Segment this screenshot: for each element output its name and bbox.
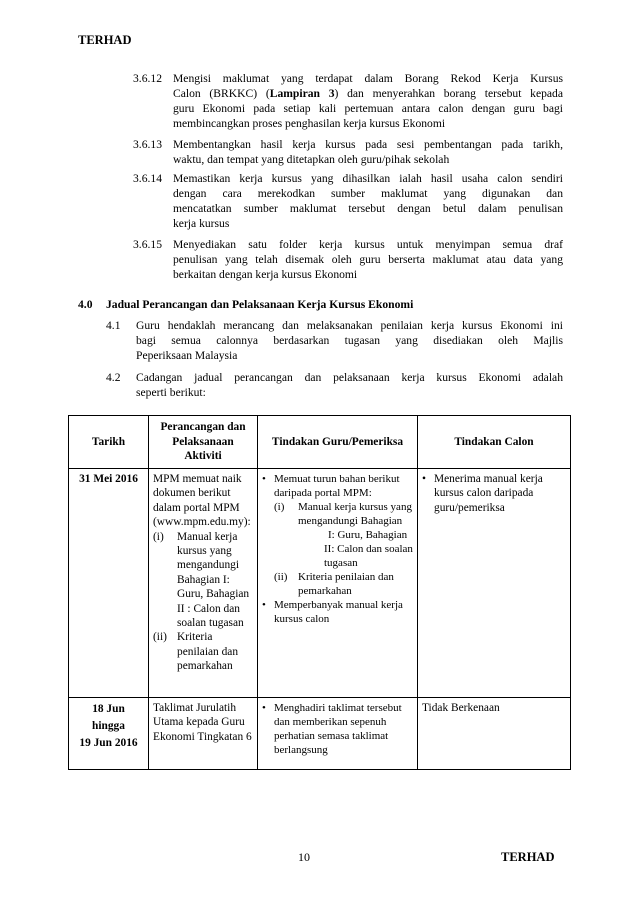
header-tarikh: Tarikh [69,416,149,469]
paragraph-number: 3.6.15 [133,238,162,251]
table-header-row [69,416,571,469]
text-line: penulisan yang telah disemak oleh guru berserta maklumat atau data yang [173,253,563,266]
text-line: bagi semua calonnya berdasarkan tugasan yang disediakan oleh Majlis [136,334,563,347]
page-number: 10 [298,850,310,864]
page-footer-label: TERHAD [501,850,555,864]
text-line: waktu, dan tempat yang ditetapkan oleh guru/pihak sekolah [173,153,450,166]
text-line: berkaitan dengan kerja kursus Ekonomi [173,268,358,281]
text-line: Peperiksaan Malaysia [136,349,238,362]
paragraph-number: 3.6.12 [133,72,162,85]
cell-plan: Taklimat Jurulatih Utama kepada Guru Ekonomi Tingkatan 6 [149,698,258,770]
text-line: Menyediakan satu folder kerja kursus untuk menyimpan semua draf [173,238,563,251]
cell-teacher-action [258,469,418,698]
cell-candidate-action: Tidak Berkenaan [418,698,571,770]
page-header: TERHAD [78,33,132,47]
cell-teacher-action [258,698,418,770]
paragraph-number: 4.2 [106,371,121,384]
teacher-subitem: II: Calon dan soalan tugasan [324,543,413,569]
text-line: Calon (BRKKC) (Lampiran 3) dan menyerahkan borang tersebut kepada [173,87,563,100]
paragraph-number: 3.6.13 [133,138,162,151]
text-line: seperti berikut: [136,386,206,399]
cell-date: 31 Mei 2016 [69,469,149,698]
text-line: membincangkan proses penghasilan kerja kursus Ekonomi [173,117,446,130]
text-line: Cadangan jadual perancangan dan pelaksanaan kerja kursus Ekonomi adalah [136,371,563,384]
text-line: kerja kursus [173,217,230,230]
header-perancangan: Perancangan dan Pelaksanaan Aktiviti [149,416,258,469]
date-line: 18 Jun [92,703,125,715]
text-line: guru Ekonomi pada setiap kali pertemuan antara calon dengan guru bagi [173,102,563,115]
header-tindakan-guru: Tindakan Guru/Pemeriksa [258,416,418,469]
teacher-item: (ii) Kriteria penilaian dan pemarkahan [274,571,394,597]
paragraph-4-2 [106,370,563,402]
header-tindakan-calon: Tindakan Calon [418,416,571,469]
teacher-bullet: • Memperbanyak manual kerja kursus calon [262,598,413,626]
date-line: hingga [92,720,125,732]
text-line: Guru hendaklah merancang dan melaksanakan penilaian kerja kursus Ekonomi ini [136,319,563,332]
plan-intro: MPM memuat naik dokumen berikut dalam portal MPM (www.mpm.edu.my): [153,473,251,529]
paragraph-number: 4.1 [106,319,121,332]
section-heading-4-0 [78,297,413,312]
table-row [69,698,571,770]
paragraph-number: 3.6.14 [133,172,162,185]
section-title: Jadual Perancangan dan Pelaksanaan Kerja Kursus Ekonomi [106,298,414,311]
section-number: 4.0 [78,298,93,311]
text-line: Membentangkan hasil kerja kursus pada sesi pembentangan pada tarikh, [173,138,563,151]
text-line: Memastikan kerja kursus yang dihasilkan ialah hasil usaha calon sendiri [173,172,563,185]
teacher-bullet: • Memuat turun bahan berikut daripada portal MPM: [262,472,413,500]
teacher-bullet: • Menghadiri taklimat tersebut dan memberikan sepenuh perhatian semasa taklimat berlangsung [262,701,413,757]
paragraph-3-6-14 [133,171,563,235]
teacher-subitem: I: Guru, Bahagian [328,529,408,541]
paragraph-4-1 [106,318,563,366]
teacher-item: (i) Manual kerja kursus yang mengandungi Bahagian [274,501,412,527]
paragraph-3-6-12 [133,71,563,135]
paragraph-3-6-13 [133,137,563,169]
schedule-table [68,415,571,770]
plan-item: (ii) Kriteria penilaian dan pemarkahan [153,631,239,673]
plan-item: (i) Manual kerja kursus yang mengandungi Bahagian I: Guru, Bahagian II : Calon dan soalan tugasan [153,530,250,630]
date-line: 19 Jun 2016 [79,737,138,749]
candidate-bullet: • Menerima manual kerja kursus calon daripada guru/pemeriksa [422,472,566,515]
cell-plan [149,469,258,698]
cell-candidate-action [418,469,571,698]
text-line: Mengisi maklumat yang terdapat dalam Borang Rekod Kerja Kursus [173,72,563,85]
cell-date [69,698,149,770]
text-line: mencatatkan sumber maklumat tersebut dengan betul dalam penulisan [173,202,563,215]
paragraph-3-6-15 [133,237,563,285]
table-row [69,469,571,698]
text-line: dengan cara merekodkan sumber maklumat yang digunakan dan [173,187,563,200]
